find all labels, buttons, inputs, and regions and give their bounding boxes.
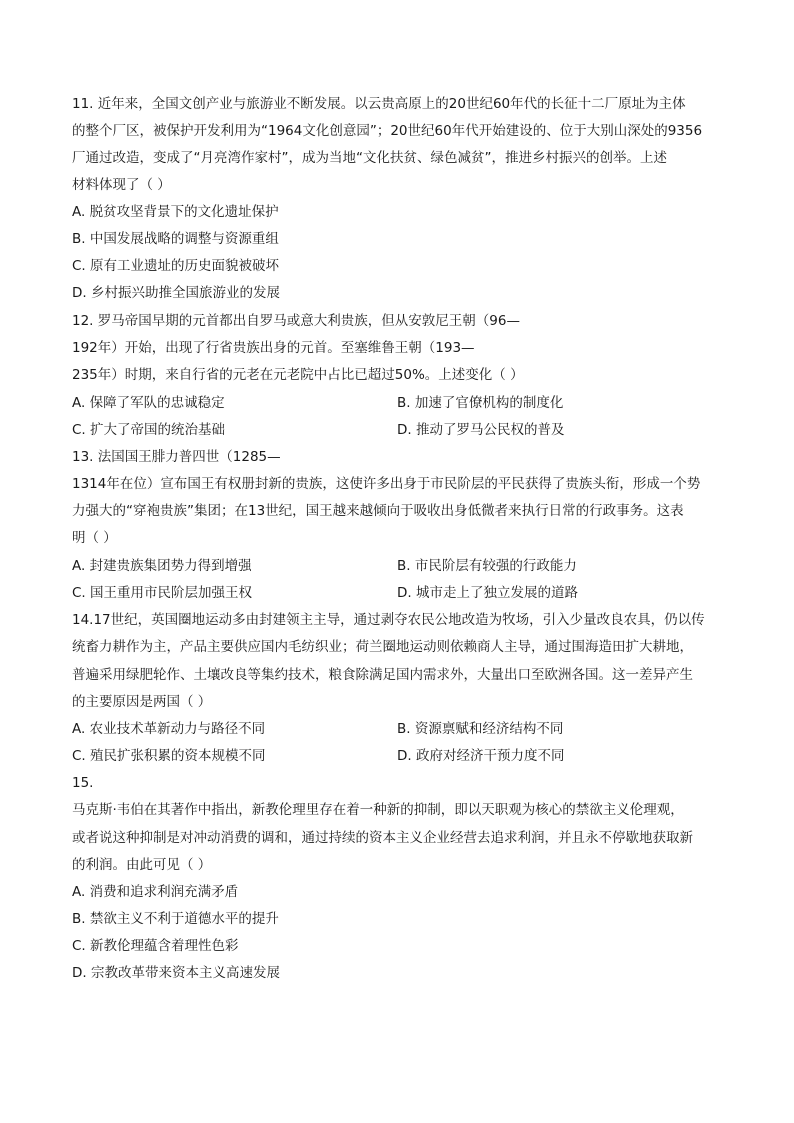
question-15-stem-line: 的利润。由此可见（ ）	[72, 857, 212, 873]
question-15-option-c: C. 新教伦理蕴含着理性色彩	[72, 938, 239, 954]
question-12-option-c: C. 扩大了帝国的统治基础	[72, 422, 226, 438]
question-11-option-c: C. 原有工业遗址的历史面貌被破坏	[72, 258, 280, 274]
question-12-stem-line: 12. 罗马帝国早期的元首都出自罗马或意大利贵族，但从安敦尼王朝（96—	[72, 313, 520, 329]
question-14-option-c: C. 殖民扩张积累的资本规模不同	[72, 748, 266, 764]
question-14-stem-line: 14.17世纪，英国圈地运动多由封建领主主导，通过剥夺农民公地改造为牧场，引入少量改良农具，仍以传	[72, 612, 705, 628]
question-11-stem-line: 材料体现了（ ）	[72, 177, 171, 193]
question-13-stem-line: 明（ ）	[72, 530, 117, 546]
question-11-option-b: B. 中国发展战略的调整与资源重组	[72, 231, 279, 247]
question-12-option-d: D. 推动了罗马公民权的普及	[397, 422, 565, 438]
question-12-stem-line: 192年）开始，出现了行省贵族出身的元首。至塞维鲁王朝（193—	[72, 340, 475, 356]
question-11-stem-line: 11. 近年来，全国文创产业与旅游业不断发展。以云贵高原上的20世纪60年代的长征十二厂原址为主体	[72, 96, 686, 112]
question-14-option-b: B. 资源禀赋和经济结构不同	[397, 721, 564, 737]
question-14-stem-line: 普遍采用绿肥轮作、土壤改良等集约技术，粮食除满足国内需求外，大量出口至欧洲各国。这一差异产生	[72, 667, 693, 683]
question-13-option-d: D. 城市走上了独立发展的道路	[397, 585, 578, 601]
question-13-stem-line: 力强大的“穿袍贵族”集团；在13世纪，国王越来越倾向于吸收出身低微者来执行日常的行政事务。这表	[72, 503, 684, 519]
question-11-option-d: D. 乡村振兴助推全国旅游业的发展	[72, 285, 280, 301]
question-13-option-c: C. 国王重用市民阶层加强王权	[72, 585, 253, 601]
question-12-stem-line: 235年）时期，来自行省的元老在元老院中占比已超过50%。上述变化（ ）	[72, 367, 524, 383]
question-14-option-d: D. 政府对经济干预力度不同	[397, 748, 565, 764]
question-15-option-a: A. 消费和追求利润充满矛盾	[72, 884, 239, 900]
question-13-option-a: A. 封建贵族集团势力得到增强	[72, 558, 252, 574]
question-15-number: 15.	[72, 775, 94, 791]
question-13-stem-line: 1314年在位）宣布国王有权册封新的贵族，这使许多出身于市民阶层的平民获得了贵族头衔，形成一个势	[72, 476, 701, 492]
question-15-stem-line: 或者说这种抑制是对冲动消费的调和，通过持续的资本主义企业经营去追求利润，并且永不停歇地获取新	[72, 830, 693, 846]
question-11-stem-line: 厂通过改造，变成了“月亮湾作家村”，成为当地“文化扶贫、绿色减贫”，推进乡村振兴的创举。上述	[72, 150, 667, 166]
question-13-option-b: B. 市民阶层有较强的行政能力	[397, 558, 577, 574]
question-15-stem-line: 马克斯·韦伯在其著作中指出，新教伦理里存在着一种新的抑制，即以天职观为核心的禁欲主义伦理观，	[72, 802, 684, 818]
question-14-stem-line: 的主要原因是两国（ ）	[72, 694, 212, 710]
question-12-option-a: A. 保障了军队的忠诚稳定	[72, 395, 225, 411]
question-14-option-a: A. 农业技术革新动力与路径不同	[72, 721, 266, 737]
question-15-option-b: B. 禁欲主义不利于道德水平的提升	[72, 911, 279, 927]
question-15-option-d: D. 宗教改革带来资本主义高速发展	[72, 965, 280, 981]
question-11-stem-line: 的整个厂区，被保护开发利用为“1964文化创意园”；20世纪60年代开始建设的、位于大别山深处的9356	[72, 123, 703, 139]
question-11-option-a: A. 脱贫攻坚背景下的文化遗址保护	[72, 204, 279, 220]
question-12-option-b: B. 加速了官僚机构的制度化	[397, 395, 564, 411]
question-13-stem-line: 13. 法国国王腓力普四世（1285—	[72, 449, 281, 465]
question-14-stem-line: 统畜力耕作为主，产品主要供应国内毛纺织业；荷兰圈地运动则依赖商人主导，通过围海造田扩大耕地，	[72, 639, 693, 655]
